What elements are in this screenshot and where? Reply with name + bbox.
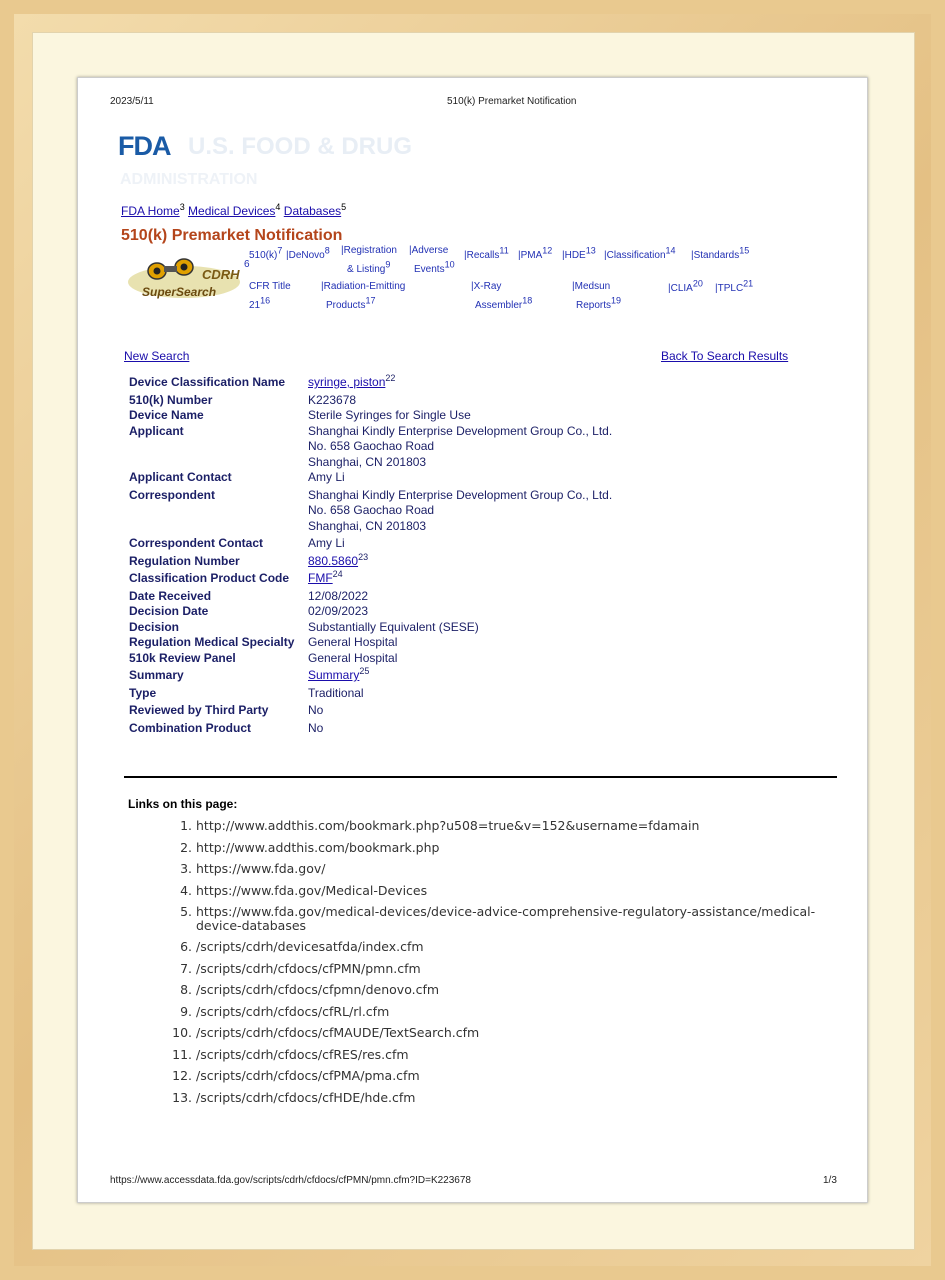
label-third-party: Reviewed by Third Party	[129, 703, 269, 717]
detail-row	[126, 651, 615, 669]
label-date-received: Date Received	[129, 588, 212, 603]
nav-radiation-emitting[interactable]: |Radiation-Emitting	[321, 281, 406, 292]
label-applicant: Applicant	[129, 423, 184, 438]
breadcrumb-fda-home[interactable]: FDA Home	[121, 204, 180, 218]
label-decision-date: Decision Date	[129, 604, 209, 618]
fda-logo-faded-text: U.S. FOOD & DRUG	[188, 133, 413, 160]
list-item: 11. /scripts/cdrh/cfdocs/cfRES/res.cfm	[196, 1048, 816, 1062]
device-classification-link[interactable]: syringe, piston	[308, 375, 386, 389]
detail-row	[126, 554, 615, 572]
supersearch-logo-text: SuperSearch	[142, 285, 217, 299]
nav-medsun-reports-line2[interactable]: Reports$^{19}$	[576, 295, 622, 311]
cdrh-logo-text: CDRH	[202, 267, 240, 282]
detail-row	[126, 703, 615, 721]
page-title: 510(k) Premarket Notification	[121, 227, 343, 244]
print-footer-page: 1/3	[823, 1175, 837, 1186]
nav-registration-listing[interactable]: |Registration	[341, 245, 397, 256]
nav-medsun-reports[interactable]: |Medsun	[572, 281, 611, 292]
detail-row	[126, 536, 615, 554]
nav-adverse-events-line2[interactable]: Events$^{10}$	[414, 259, 455, 275]
nav-standards[interactable]: |Standards$^{15}$	[691, 245, 750, 261]
back-to-results-link[interactable]: Back To Search Results	[661, 349, 789, 363]
detail-row	[126, 393, 615, 409]
value-type: Traditional	[308, 685, 364, 700]
cdrh-supersearch-logo[interactable]	[122, 248, 246, 306]
divider	[124, 776, 837, 778]
print-title: 510(k) Premarket Notification	[447, 96, 577, 107]
nav-pma[interactable]: |PMA$^{12}$	[518, 245, 553, 261]
detail-row	[126, 408, 615, 424]
label-product-code: Classification Product Code	[129, 571, 290, 585]
new-search-link[interactable]: New Search	[124, 349, 190, 363]
detail-row	[126, 686, 615, 704]
device-details-table	[126, 375, 615, 736]
nav-cfr-title[interactable]: CFR Title	[249, 281, 291, 292]
nav-adverse-events[interactable]: |Adverse	[409, 245, 449, 256]
detail-row	[126, 488, 615, 537]
label-combination-product: Combination Product	[129, 720, 251, 735]
list-item: 7. /scripts/cdrh/cfdocs/cfPMN/pmn.cfm	[196, 962, 816, 976]
detail-row	[126, 635, 615, 651]
value-correspondent: Shanghai Kindly Enterprise Development Group Co., Ltd. No. 658 Gaochao Road Shanghai, CN 201803	[308, 487, 613, 533]
detail-row	[126, 375, 615, 393]
detail-row	[126, 604, 615, 620]
label-510k-number: 510(k) Number	[129, 392, 213, 407]
nav-recalls[interactable]: |Recalls$^{11}$	[464, 245, 509, 261]
list-item: 4. https://www.fda.gov/Medical-Devices	[196, 884, 816, 898]
value-applicant: Shanghai Kindly Enterprise Development Group Co., Ltd. No. 658 Gaochao Road Shanghai, CN 201803	[308, 423, 613, 469]
nav-cfr-title-line2[interactable]: $21^{16}$	[249, 295, 271, 311]
list-item: 3. https://www.fda.gov/	[196, 862, 816, 876]
label-correspondent-contact: Correspondent Contact	[129, 536, 264, 550]
detail-row	[126, 470, 615, 488]
label-review-panel: 510k Review Panel	[129, 650, 236, 665]
value-product-code: FMF$^{24}$	[308, 569, 343, 585]
nav-xray-assembler[interactable]: |X-Ray	[471, 281, 502, 292]
label-decision: Decision	[129, 619, 180, 634]
value-medical-specialty: General Hospital	[308, 635, 398, 649]
value-device-name: Sterile Syringes for Single Use	[308, 408, 471, 422]
list-item: 12. /scripts/cdrh/cfdocs/cfPMA/pma.cfm	[196, 1069, 816, 1083]
nav-ref-6: 6	[244, 259, 250, 270]
value-combination-product: No	[308, 720, 324, 735]
print-footer-url: https://www.accessdata.fda.gov/scripts/cdrh/cfdocs/cfPMN/pmn.cfm?ID=K223678	[110, 1175, 471, 1186]
label-device-name: Device Name	[129, 408, 204, 422]
summary-link[interactable]: Summary	[308, 668, 360, 682]
nav-510k[interactable]: $510(k)^7$	[249, 245, 283, 261]
nav-clia[interactable]: |CLIA$^{20}$	[668, 278, 703, 294]
value-review-panel: General Hospital	[308, 650, 398, 665]
detail-row	[126, 571, 615, 589]
regulation-number-link[interactable]: 880.5860	[308, 553, 359, 568]
printed-page	[77, 77, 868, 1203]
value-correspondent-contact: Amy Li	[308, 536, 345, 550]
label-medical-specialty: Regulation Medical Specialty	[129, 635, 295, 649]
list-item: 9. /scripts/cdrh/cfdocs/cfRL/rl.cfm	[196, 1005, 816, 1019]
label-device-classification-name: Device Classification Name	[129, 375, 286, 389]
value-decision-date: 02/09/2023	[308, 604, 369, 618]
list-item: 10. /scripts/cdrh/cfdocs/cfMAUDE/TextSearch.cfm	[196, 1026, 816, 1040]
label-summary: Summary	[129, 668, 184, 682]
label-type: Type	[129, 685, 157, 700]
breadcrumb-medical-devices[interactable]: Medical Devices	[188, 204, 276, 218]
value-date-received: 12/08/2022	[308, 588, 369, 603]
list-item: 1. http://www.addthis.com/bookmark.php?u508=true&v=152&username=fdamain	[196, 819, 816, 833]
nav-radiation-emitting-line2[interactable]: Products$^{17}$	[326, 295, 376, 311]
value-regulation-number: 880.5860$^{23}$	[308, 551, 369, 568]
nav-registration-listing-line2[interactable]: & Listing$^9$	[347, 259, 391, 275]
value-third-party: No	[308, 703, 324, 717]
value-summary: Summary$^{25}$	[308, 666, 370, 682]
value-decision: Substantially Equivalent (SESE)	[308, 619, 479, 634]
fda-logo-faded-subtext: ADMINISTRATION	[120, 171, 258, 188]
value-device-classification-name: syringe, piston$^{22}$	[308, 373, 396, 389]
detail-row	[126, 589, 615, 605]
links-heading: Links on this page:	[128, 797, 238, 811]
links-list	[148, 819, 816, 1112]
nav-tplc[interactable]: |TPLC$^{21}$	[715, 278, 754, 294]
nav-classification[interactable]: |Classification$^{14}$	[604, 245, 676, 261]
list-item: 2. http://www.addthis.com/bookmark.php	[196, 841, 816, 855]
breadcrumb: FDA Home$^3$ Medical Devices$^4$ Databases$^5$	[121, 202, 347, 218]
list-item: 6. /scripts/cdrh/devicesatfda/index.cfm	[196, 940, 816, 954]
nav-xray-assembler-line2[interactable]: Assembler$^{18}$	[475, 295, 533, 311]
detail-row	[126, 424, 615, 471]
label-correspondent: Correspondent	[129, 487, 216, 502]
fda-logo[interactable]: FDA	[118, 131, 171, 161]
list-item: 8. /scripts/cdrh/cfdocs/cfpmn/denovo.cfm	[196, 983, 816, 997]
nav-denovo[interactable]: |DeNovo$^8$	[286, 245, 330, 261]
nav-hde[interactable]: |HDE$^{13}$	[562, 245, 596, 261]
product-code-link[interactable]: FMF	[308, 571, 333, 585]
detail-row	[126, 721, 615, 737]
detail-row	[126, 668, 615, 686]
breadcrumb-databases[interactable]: Databases	[283, 204, 342, 218]
value-applicant-contact: Amy Li	[308, 470, 345, 484]
list-item: 13. /scripts/cdrh/cfdocs/cfHDE/hde.cfm	[196, 1091, 816, 1105]
list-item: 5. https://www.fda.gov/medical-devices/device-advice-comprehensive-regulatory-assistance/medical-device-databases	[196, 905, 816, 932]
detail-row	[126, 620, 615, 636]
print-date: 2023/5/11	[110, 96, 154, 107]
label-applicant-contact: Applicant Contact	[129, 470, 232, 484]
label-regulation-number: Regulation Number	[129, 553, 240, 568]
value-510k-number: K223678	[308, 392, 357, 407]
